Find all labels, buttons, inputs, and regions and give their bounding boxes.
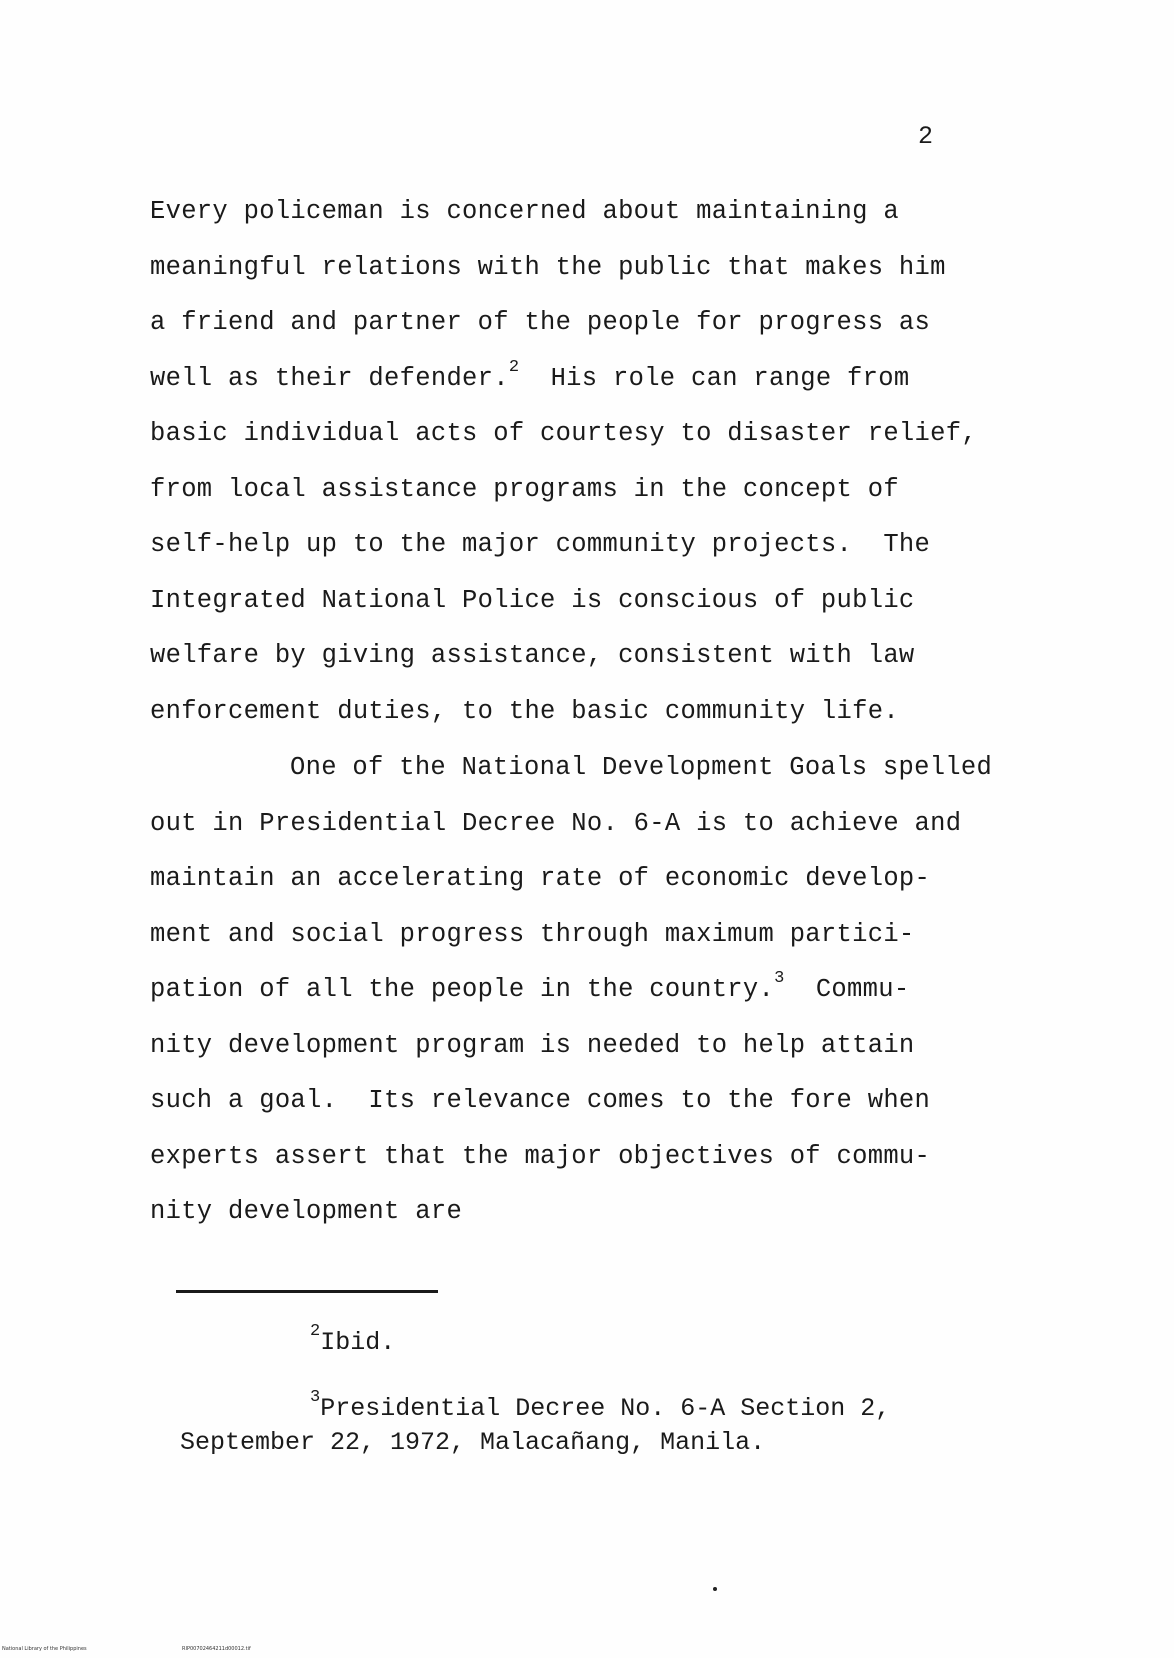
text-segment: His role can range from [519,363,910,393]
scan-file-id: RIP00702464211d00012.tif [182,1646,251,1652]
footnote-2 [180,1322,1040,1360]
library-credit: National Library of the Philippines [2,1646,87,1652]
text-line: Every policeman is concerned about maintaining a [150,197,899,226]
paragraph-2 [150,740,1010,1240]
page-number: 2 [918,122,934,151]
text-line: out in Presidential Decree No. 6-A is to achieve and [150,808,962,838]
text-line: One of the National Development Goals spelled [290,753,993,782]
text-line: such a goal. Its relevance comes to the fore when [150,1086,931,1115]
footnote-mark: 2 [310,1322,321,1341]
text-line: a friend and partner of the people for progress as [150,308,931,337]
footnote-reference: 2 [508,357,520,377]
text-line: ment and social progress through maximum partici- [150,919,915,949]
footnote-mark: 3 [310,1388,321,1407]
footnote-continuation: September 22, 1972, Malacañang, Manila. [180,1428,766,1457]
text-line: from local assistance programs in the concept of [150,474,899,504]
text-line [150,351,1010,407]
text-line: meaningful relations with the public that makes him [150,252,946,282]
text-segment: Commu- [784,975,910,1004]
text-line: welfare by giving assistance, consistent with law [150,641,915,670]
footnote-reference: 3 [774,969,785,988]
text-line: Integrated National Police is conscious of public [150,585,915,615]
text-line: nity development program is needed to help attain [150,1030,915,1060]
footnote-text: Presidential Decree No. 6-A Section 2, [320,1394,891,1423]
footnote-3 [180,1388,1040,1460]
text-segment: well as their defender. [150,363,509,393]
scan-footer [2,1645,251,1653]
paragraph-1 [150,184,1010,739]
text-line: basic individual acts of courtesy to disaster relief, [150,419,977,448]
text-segment: pation of all the people in the country. [150,975,775,1004]
footnote-line [180,1322,1040,1360]
text-line: self-help up to the major community projects. The [150,530,931,559]
footnote-text: Ibid. [320,1328,396,1357]
text-line: maintain an accelerating rate of economic develop- [150,864,931,893]
scan-speck [713,1587,717,1591]
footnote-divider [176,1290,438,1293]
footnote-line [180,1388,1040,1426]
text-line: nity development are [150,1197,463,1226]
text-line [150,962,1010,1018]
text-line: enforcement duties, to the basic community life. [150,696,899,726]
text-line: experts assert that the major objectives of commu- [150,1141,931,1171]
